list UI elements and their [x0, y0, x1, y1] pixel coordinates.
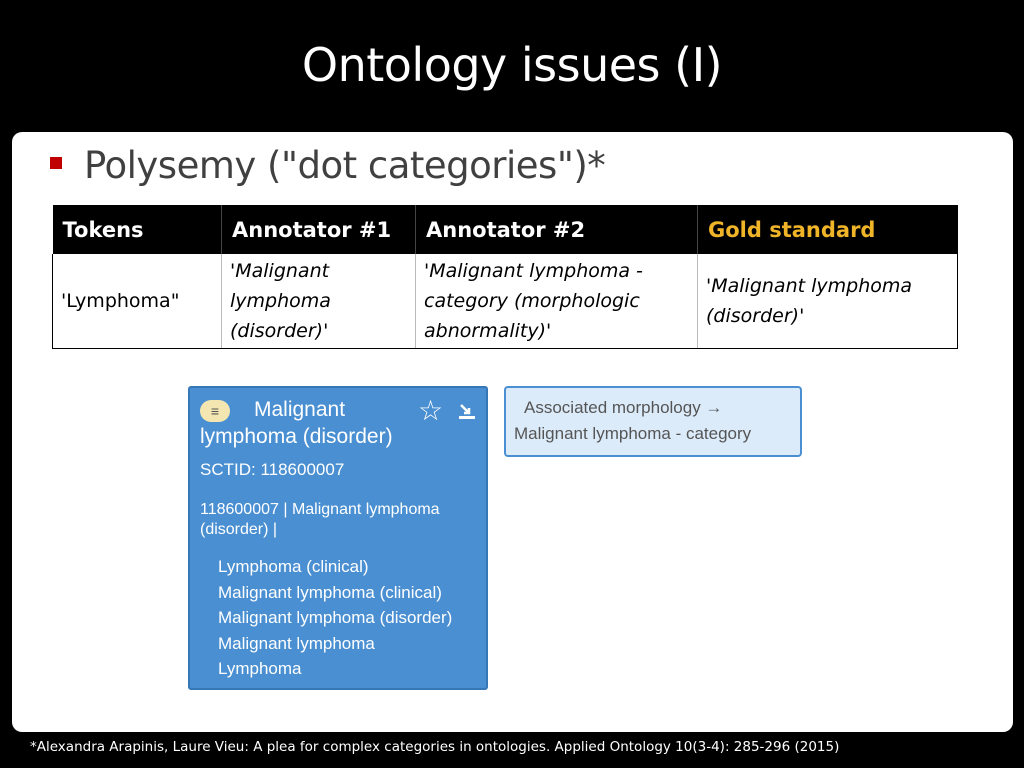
association-label: Associated morphology →: [524, 398, 723, 417]
cell-gold-standard-text: Malignant lymphoma (disorder): [706, 275, 913, 327]
menu-badge-icon[interactable]: ≡: [200, 400, 230, 422]
cell-annotator-1: 'Malignant lymphoma (disorder)': [222, 254, 416, 349]
synonym-list: [218, 554, 452, 682]
concept-fsn: 118600007 | Malignant lymphoma (disorder) |: [200, 501, 440, 538]
bullet-text: Polysemy ("dot categories")*: [84, 144, 606, 187]
header-tokens: Tokens: [53, 205, 222, 254]
annotation-table: [52, 205, 958, 349]
header-gold-standard: Gold standard: [698, 205, 958, 254]
association-box[interactable]: [504, 386, 802, 457]
synonym-item: Lymphoma (clinical): [218, 557, 369, 576]
star-icon[interactable]: ☆: [418, 395, 444, 426]
cell-annotator-2-text: Malignant lymphoma - category (morphologic abnormality): [424, 260, 643, 342]
association-target: Malignant lymphoma - category: [514, 424, 752, 443]
synonym-item: Malignant lymphoma (clinical): [218, 582, 442, 602]
cell-gold-standard: 'Malignant lymphoma (disorder)': [698, 254, 958, 349]
synonym-item: Lymphoma: [218, 659, 302, 679]
header-annotator-1: Annotator #1: [222, 205, 416, 254]
concept-sctid: SCTID: 118600007: [200, 460, 345, 479]
table-row: [53, 254, 958, 349]
cell-annotator-2: 'Malignant lymphoma - category (morphologic abnormality)': [416, 254, 698, 349]
header-annotator-2: Annotator #2: [416, 205, 698, 254]
content-panel: [12, 132, 1013, 732]
concept-card[interactable]: [188, 386, 488, 690]
export-icon[interactable]: [458, 402, 476, 420]
cell-annotator-1-text: Malignant lymphoma (disorder): [230, 260, 331, 342]
slide-title: Ontology issues (I): [301, 38, 723, 92]
table-header-row: [53, 205, 958, 254]
footnote: *Alexandra Arapinis, Laure Vieu: A plea for complex categories in ontologies. Applied Ontology 10(3-4): 285-296 (2015): [30, 739, 840, 755]
synonym-item: Malignant lymphoma (disorder): [218, 608, 453, 628]
synonym-item: Malignant lymphoma: [218, 633, 375, 653]
bullet-marker: [50, 157, 62, 169]
cell-tokens: 'Lymphoma": [53, 254, 222, 349]
concept-title: Malignant lymphoma (disorder): [200, 398, 393, 448]
